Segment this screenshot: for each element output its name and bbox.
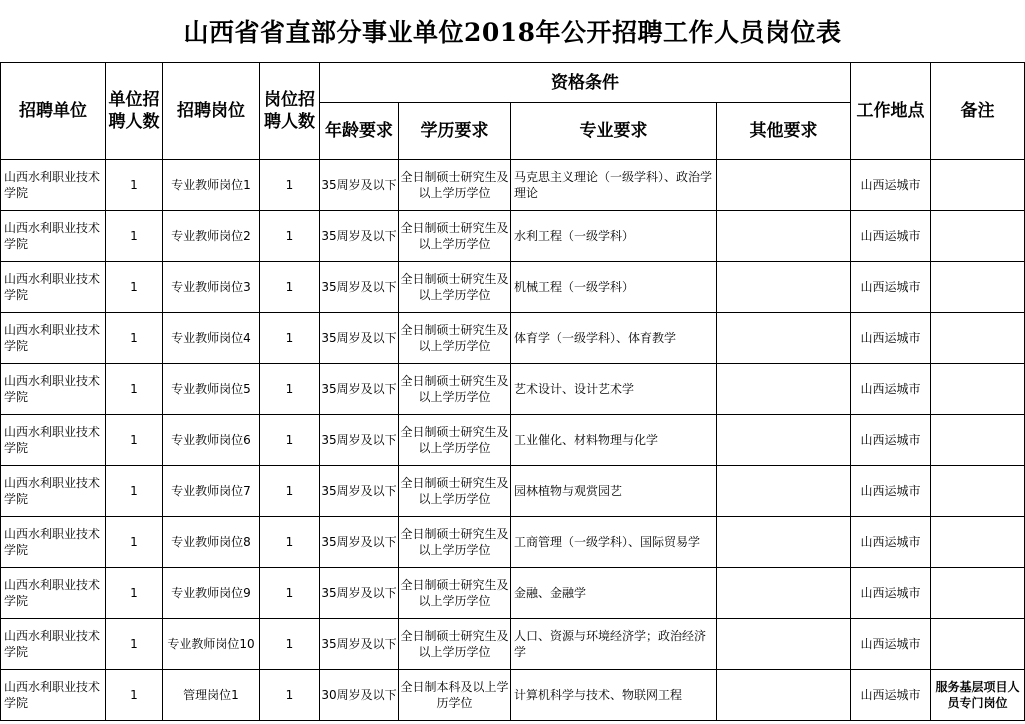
- cell-education[interactable]: 全日制硕士研究生及以上学历学位: [399, 415, 511, 466]
- cell-location[interactable]: 山西运城市: [851, 262, 931, 313]
- cell-position-count[interactable]: 1: [260, 568, 320, 619]
- header-unit-count: 单位招聘人数: [106, 63, 163, 160]
- table-row[interactable]: [1, 262, 1025, 313]
- cell-position-count[interactable]: 1: [260, 313, 320, 364]
- cell-remarks[interactable]: [931, 262, 1025, 313]
- table-row[interactable]: [1, 568, 1025, 619]
- title-bar: [0, 0, 1025, 62]
- header-age: 年龄要求: [320, 103, 399, 160]
- table-row[interactable]: [1, 160, 1025, 211]
- cell-remarks[interactable]: [931, 160, 1025, 211]
- cell-unit-count[interactable]: 1: [106, 466, 163, 517]
- cell-age[interactable]: 35周岁及以下: [320, 364, 399, 415]
- table-row[interactable]: [1, 313, 1025, 364]
- table-row[interactable]: [1, 415, 1025, 466]
- cell-unit[interactable]: 山西水利职业技术学院: [1, 670, 106, 721]
- table-body: [1, 160, 1025, 721]
- cell-age[interactable]: 35周岁及以下: [320, 619, 399, 670]
- cell-unit[interactable]: 山西水利职业技术学院: [1, 313, 106, 364]
- cell-education[interactable]: 全日制硕士研究生及以上学历学位: [399, 211, 511, 262]
- header-unit: 招聘单位: [1, 63, 106, 160]
- header-qualifications: 资格条件: [320, 63, 851, 103]
- table-row[interactable]: [1, 364, 1025, 415]
- cell-age[interactable]: 35周岁及以下: [320, 568, 399, 619]
- cell-unit[interactable]: 山西水利职业技术学院: [1, 517, 106, 568]
- cell-unit[interactable]: 山西水利职业技术学院: [1, 160, 106, 211]
- header-major: 专业要求: [511, 103, 717, 160]
- cell-other[interactable]: [717, 466, 851, 517]
- cell-location[interactable]: 山西运城市: [851, 364, 931, 415]
- cell-remarks[interactable]: [931, 364, 1025, 415]
- table-row[interactable]: [1, 466, 1025, 517]
- cell-unit[interactable]: 山西水利职业技术学院: [1, 619, 106, 670]
- cell-age[interactable]: 35周岁及以下: [320, 262, 399, 313]
- cell-position[interactable]: 专业教师岗位6: [163, 415, 260, 466]
- cell-unit[interactable]: 山西水利职业技术学院: [1, 466, 106, 517]
- cell-position-count[interactable]: 1: [260, 262, 320, 313]
- cell-major[interactable]: 工商管理（一级学科）、国际贸易学: [511, 517, 717, 568]
- cell-remarks[interactable]: [931, 619, 1025, 670]
- table-row[interactable]: [1, 517, 1025, 568]
- cell-position[interactable]: 专业教师岗位9: [163, 568, 260, 619]
- cell-unit-count[interactable]: 1: [106, 364, 163, 415]
- cell-age[interactable]: 35周岁及以下: [320, 517, 399, 568]
- cell-major[interactable]: 金融、金融学: [511, 568, 717, 619]
- positions-table: [0, 62, 1025, 721]
- cell-remarks[interactable]: [931, 466, 1025, 517]
- cell-position-count[interactable]: 1: [260, 211, 320, 262]
- cell-other[interactable]: [717, 670, 851, 721]
- cell-location[interactable]: 山西运城市: [851, 313, 931, 364]
- cell-education[interactable]: 全日制硕士研究生及以上学历学位: [399, 364, 511, 415]
- cell-position[interactable]: 专业教师岗位7: [163, 466, 260, 517]
- cell-unit-count[interactable]: 1: [106, 160, 163, 211]
- header-position: 招聘岗位: [163, 63, 260, 160]
- cell-position-count[interactable]: 1: [260, 415, 320, 466]
- cell-major[interactable]: 体育学（一级学科）、体育教学: [511, 313, 717, 364]
- cell-major[interactable]: 艺术设计、设计艺术学: [511, 364, 717, 415]
- cell-unit[interactable]: 山西水利职业技术学院: [1, 211, 106, 262]
- cell-position-count[interactable]: 1: [260, 619, 320, 670]
- cell-position[interactable]: 专业教师岗位4: [163, 313, 260, 364]
- cell-position[interactable]: 专业教师岗位1: [163, 160, 260, 211]
- cell-age[interactable]: 30周岁及以下: [320, 670, 399, 721]
- cell-position-count[interactable]: 1: [260, 670, 320, 721]
- cell-remarks[interactable]: [931, 211, 1025, 262]
- cell-major[interactable]: 机械工程（一级学科）: [511, 262, 717, 313]
- cell-position[interactable]: 管理岗位1: [163, 670, 260, 721]
- cell-remarks[interactable]: [931, 313, 1025, 364]
- cell-position-count[interactable]: 1: [260, 364, 320, 415]
- header-remarks: 备注: [931, 63, 1025, 160]
- cell-other[interactable]: [717, 364, 851, 415]
- cell-other[interactable]: [717, 517, 851, 568]
- header-location: 工作地点: [851, 63, 931, 160]
- cell-unit[interactable]: 山西水利职业技术学院: [1, 262, 106, 313]
- cell-major[interactable]: 工业催化、材料物理与化学: [511, 415, 717, 466]
- cell-location[interactable]: 山西运城市: [851, 568, 931, 619]
- cell-position[interactable]: 专业教师岗位2: [163, 211, 260, 262]
- cell-other[interactable]: [717, 211, 851, 262]
- table-row[interactable]: [1, 670, 1025, 721]
- cell-age[interactable]: 35周岁及以下: [320, 313, 399, 364]
- header-education: 学历要求: [399, 103, 511, 160]
- cell-position[interactable]: 专业教师岗位10: [163, 619, 260, 670]
- cell-location[interactable]: 山西运城市: [851, 670, 931, 721]
- cell-major[interactable]: 园林植物与观赏园艺: [511, 466, 717, 517]
- cell-location[interactable]: 山西运城市: [851, 211, 931, 262]
- cell-remarks[interactable]: [931, 517, 1025, 568]
- cell-location[interactable]: 山西运城市: [851, 517, 931, 568]
- cell-age[interactable]: 35周岁及以下: [320, 160, 399, 211]
- table-row[interactable]: [1, 619, 1025, 670]
- cell-education[interactable]: 全日制硕士研究生及以上学历学位: [399, 619, 511, 670]
- cell-major[interactable]: 水利工程（一级学科）: [511, 211, 717, 262]
- cell-unit-count[interactable]: 1: [106, 415, 163, 466]
- header-other: 其他要求: [717, 103, 851, 160]
- cell-major[interactable]: 人口、资源与环境经济学；政治经济学: [511, 619, 717, 670]
- cell-remarks[interactable]: 服务基层项目人员专门岗位: [931, 670, 1025, 721]
- cell-unit-count[interactable]: 1: [106, 211, 163, 262]
- cell-age[interactable]: 35周岁及以下: [320, 415, 399, 466]
- cell-other[interactable]: [717, 415, 851, 466]
- cell-position-count[interactable]: 1: [260, 160, 320, 211]
- table-row[interactable]: [1, 211, 1025, 262]
- cell-location[interactable]: 山西运城市: [851, 619, 931, 670]
- cell-position[interactable]: 专业教师岗位8: [163, 517, 260, 568]
- cell-unit-count[interactable]: 1: [106, 517, 163, 568]
- cell-education[interactable]: 全日制硕士研究生及以上学历学位: [399, 466, 511, 517]
- cell-unit[interactable]: 山西水利职业技术学院: [1, 415, 106, 466]
- cell-position[interactable]: 专业教师岗位3: [163, 262, 260, 313]
- cell-position-count[interactable]: 1: [260, 517, 320, 568]
- header-position-count: 岗位招聘人数: [260, 63, 320, 160]
- cell-other[interactable]: [717, 262, 851, 313]
- cell-education[interactable]: 全日制硕士研究生及以上学历学位: [399, 313, 511, 364]
- cell-unit-count[interactable]: 1: [106, 262, 163, 313]
- cell-other[interactable]: [717, 313, 851, 364]
- cell-education[interactable]: 全日制硕士研究生及以上学历学位: [399, 262, 511, 313]
- cell-remarks[interactable]: [931, 568, 1025, 619]
- cell-unit-count[interactable]: 1: [106, 313, 163, 364]
- cell-age[interactable]: 35周岁及以下: [320, 211, 399, 262]
- cell-location[interactable]: 山西运城市: [851, 415, 931, 466]
- cell-unit-count[interactable]: 1: [106, 670, 163, 721]
- cell-age[interactable]: 35周岁及以下: [320, 466, 399, 517]
- cell-other[interactable]: [717, 160, 851, 211]
- cell-unit[interactable]: 山西水利职业技术学院: [1, 364, 106, 415]
- cell-major[interactable]: 马克思主义理论（一级学科）、政治学理论: [511, 160, 717, 211]
- cell-location[interactable]: 山西运城市: [851, 466, 931, 517]
- cell-education[interactable]: 全日制硕士研究生及以上学历学位: [399, 517, 511, 568]
- cell-major[interactable]: 计算机科学与技术、物联网工程: [511, 670, 717, 721]
- cell-position-count[interactable]: 1: [260, 466, 320, 517]
- cell-position[interactable]: 专业教师岗位5: [163, 364, 260, 415]
- cell-unit-count[interactable]: 1: [106, 568, 163, 619]
- cell-remarks[interactable]: [931, 415, 1025, 466]
- cell-education[interactable]: 全日制本科及以上学历学位: [399, 670, 511, 721]
- cell-unit-count[interactable]: 1: [106, 619, 163, 670]
- cell-location[interactable]: 山西运城市: [851, 160, 931, 211]
- cell-other[interactable]: [717, 619, 851, 670]
- cell-education[interactable]: 全日制硕士研究生及以上学历学位: [399, 568, 511, 619]
- cell-other[interactable]: [717, 568, 851, 619]
- cell-education[interactable]: 全日制硕士研究生及以上学历学位: [399, 160, 511, 211]
- page-title: 山西省省直部分事业单位2018年公开招聘工作人员岗位表: [183, 18, 842, 47]
- cell-unit[interactable]: 山西水利职业技术学院: [1, 568, 106, 619]
